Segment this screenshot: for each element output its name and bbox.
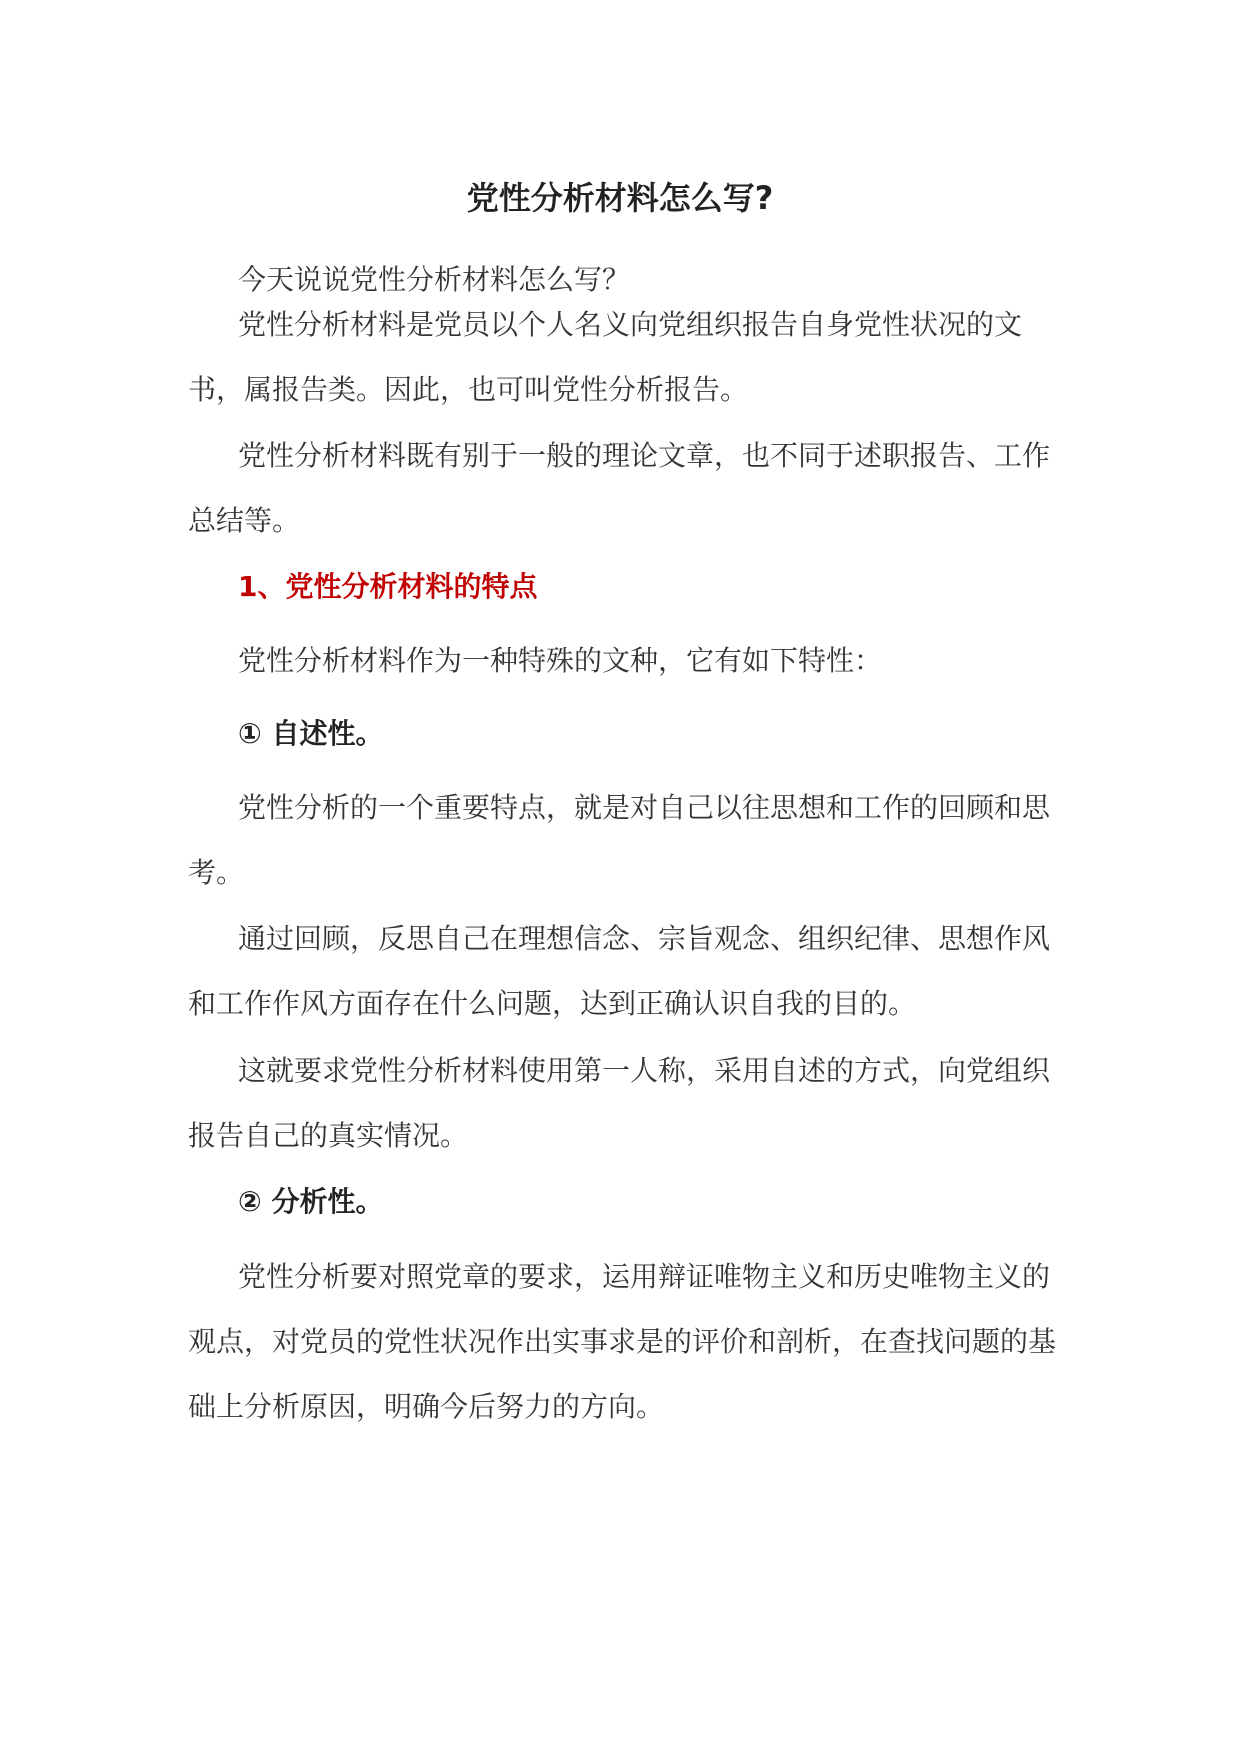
paragraph-intro: 今天说说党性分析材料怎么写？ xyxy=(238,263,631,296)
section-heading-features: 1、党性分析材料的特点 xyxy=(238,570,538,603)
subheading-analytical: ② 分析性。 xyxy=(238,1185,384,1218)
paragraph-difference: 党性分析材料既有别于一般的理论文章，也不同于述职报告、工作总结等。 xyxy=(188,439,1051,537)
paragraph-self-narrative-2: 通过回顾，反思自己在理想信念、宗旨观念、组织纪律、思想作风和工作作风方面存在什么问题，达到正确认识自我的目的。 xyxy=(188,922,1051,1020)
paragraph-self-narrative-3: 这就要求党性分析材料使用第一人称，采用自述的方式，向党组织报告自己的真实情况。 xyxy=(188,1054,1051,1152)
paragraph-features-intro: 党性分析材料作为一种特殊的文种，它有如下特性： xyxy=(238,644,883,677)
paragraph-analytical-1: 党性分析要对照党章的要求，运用辩证唯物主义和历史唯物主义的观点，对党员的党性状况作出实事求是的评价和剖析，在查找问题的基础上分析原因，明确今后努力的方向。 xyxy=(188,1260,1057,1423)
paragraph-self-narrative-1: 党性分析的一个重要特点，就是对自己以往思想和工作的回顾和思考。 xyxy=(188,791,1051,889)
subheading-self-narrative: ① 自述性。 xyxy=(238,717,384,750)
page-title: 党性分析材料怎么写? xyxy=(466,179,774,217)
paragraph-definition: 党性分析材料是党员以个人名义向党组织报告自身党性状况的文书，属报告类。因此，也可叫党性分析报告。 xyxy=(188,308,1023,406)
